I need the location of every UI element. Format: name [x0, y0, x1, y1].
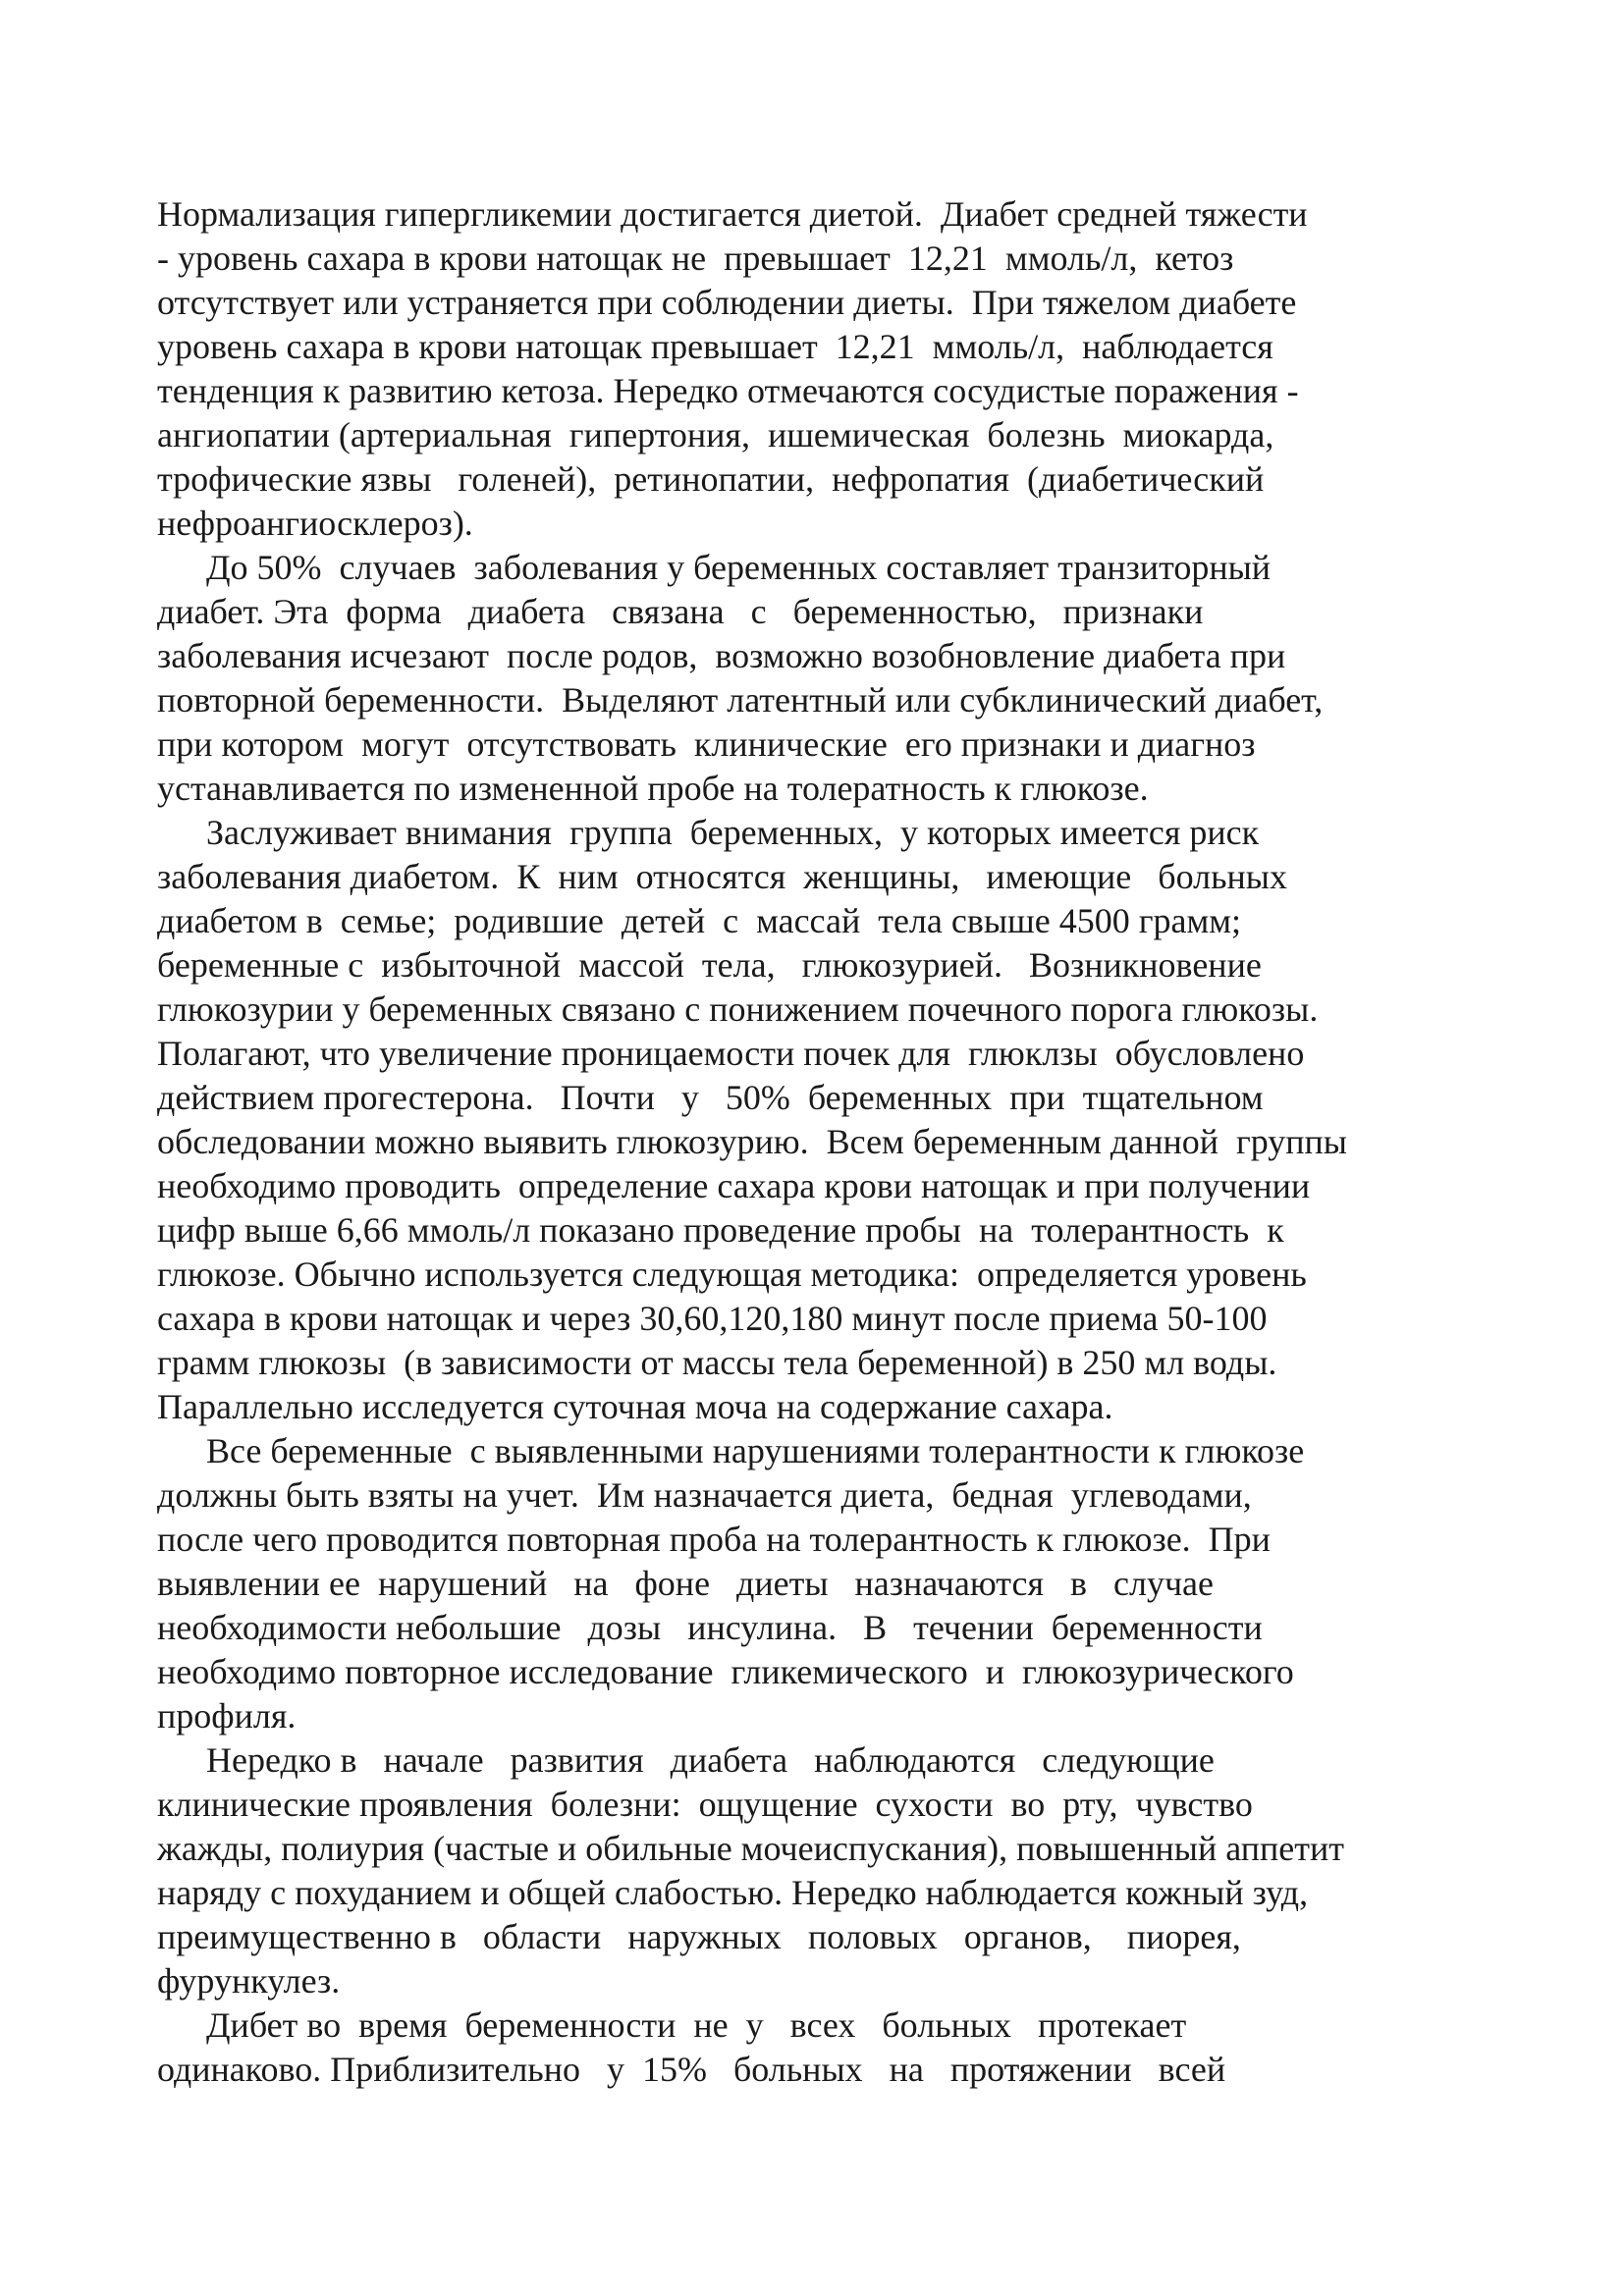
text-line: диабетом в семье; родившие детей с массай тела свыше 4500 грамм; [157, 901, 1242, 940]
text-line: Полагают, что увеличение проницаемости почек для глюклзы обусловлено [157, 1034, 1305, 1073]
text-line: профиля. [157, 1696, 297, 1735]
text-line: диабет. Эта форма диабета связана с беременностью, признаки [157, 592, 1204, 631]
text-line: цифр выше 6,66 ммоль/л показано проведение пробы на толерантность к [157, 1210, 1284, 1250]
text-line: необходимо проводить определение сахара крови натощак и при получении [157, 1166, 1311, 1205]
text-line: глюкозурии у беременных связано с понижением почечного порога глюкозы. [157, 989, 1319, 1029]
document-body-text [157, 192, 1473, 2092]
text-line: сахара в крови натощак и через 30,60,120,180 минут после приема 50-100 [157, 1299, 1268, 1338]
text-line: отсутствует или устраняется при соблюдении диеты. При тяжелом диабете [157, 283, 1297, 322]
text-line: при котором могут отсутствовать клинические его признаки и диагноз [157, 724, 1256, 764]
text-line: клинические проявления болезни: ощущение сухости во рту, чувство [157, 1785, 1253, 1824]
text-line: после чего проводится повторная проба на толерантность к глюкозе. При [157, 1520, 1271, 1559]
text-line: фурункулез. [157, 1961, 341, 2001]
text-line: необходимо повторное исследование гликемического и глюкозурического [157, 1652, 1294, 1691]
text-line: одинаково. Приблизительно у 15% больных на протяжении всей [157, 2050, 1226, 2089]
text-line: устанавливается по измененной пробе на толератность к глюкозе. [157, 769, 1149, 808]
paragraph-first-line: Заслуживает внимания группа беременных, у которых имеется риск [206, 813, 1260, 852]
text-line: беременные с избыточной массой тела, глюкозурией. Возникновение [157, 945, 1262, 985]
text-line: - уровень сахара в крови натощак не превышает 12,21 ммоль/л, кетоз [157, 239, 1234, 278]
text-line: Параллельно исследуется суточная моча на содержание сахара. [157, 1387, 1113, 1426]
text-line: необходимости небольшие дозы инсулина. В течении беременности [157, 1608, 1263, 1647]
text-line: глюкозе. Обычно используется следующая методика: определяется уровень [157, 1255, 1307, 1294]
text-line: выявлении ее нарушений на фоне диеты назначаются в случае [157, 1564, 1215, 1603]
text-line: действием прогестерона. Почти у 50% беременных при тщательном [157, 1078, 1264, 1117]
text-line: трофические язвы голеней), ретинопатии, нефропатия (диабетический [157, 459, 1265, 499]
text-line: грамм глюкозы (в зависимости от массы тела беременной) в 250 мл воды. [157, 1343, 1277, 1382]
text-line: повторной беременности. Выделяют латентный или субклинический диабет, [157, 680, 1324, 720]
paragraph-first-line: Нередко в начале развития диабета наблюдаются следующие [206, 1740, 1215, 1780]
text-line: заболевания диабетом. К ним относятся женщины, имеющие больных [157, 857, 1287, 896]
paragraph-first-line: До 50% случаев заболевания у беременных составляет транзиторный [206, 548, 1272, 587]
text-line: преимущественно в области наружных половых органов, пиорея, [157, 1917, 1241, 1956]
text-line: Нормализация гипергликемии достигается диетой. Диабет средней тяжести [157, 194, 1308, 234]
paragraph-first-line: Все беременные с выявленными нарушениями толерантности к глюкозе [206, 1431, 1305, 1470]
text-line: нефроангиосклероз). [157, 504, 473, 543]
text-line: жажды, полиурия (частые и обильные мочеиспускания), повышенный аппетит [157, 1829, 1344, 1868]
text-line: обследовании можно выявить глюкозурию. Всем беременным данной группы [157, 1122, 1347, 1161]
text-line: ангиопатии (артериальная гипертония, ишемическая болезнь миокарда, [157, 415, 1274, 454]
text-line: тенденция к развитию кетоза. Нередко отмечаются сосудистые поражения - [157, 371, 1299, 410]
text-line: должны быть взяты на учет. Им назначается диета, бедная углеводами, [157, 1475, 1252, 1515]
paragraph-first-line: Дибет во время беременности не у всех больных протекает [206, 2005, 1187, 2045]
text-line: уровень сахара в крови натощак превышает 12,21 ммоль/л, наблюдается [157, 327, 1273, 366]
text-line: наряду с похуданием и общей слабостью. Нередко наблюдается кожный зуд, [157, 1873, 1309, 1912]
text-line: заболевания исчезают после родов, возможно возобновление диабета при [157, 636, 1286, 675]
